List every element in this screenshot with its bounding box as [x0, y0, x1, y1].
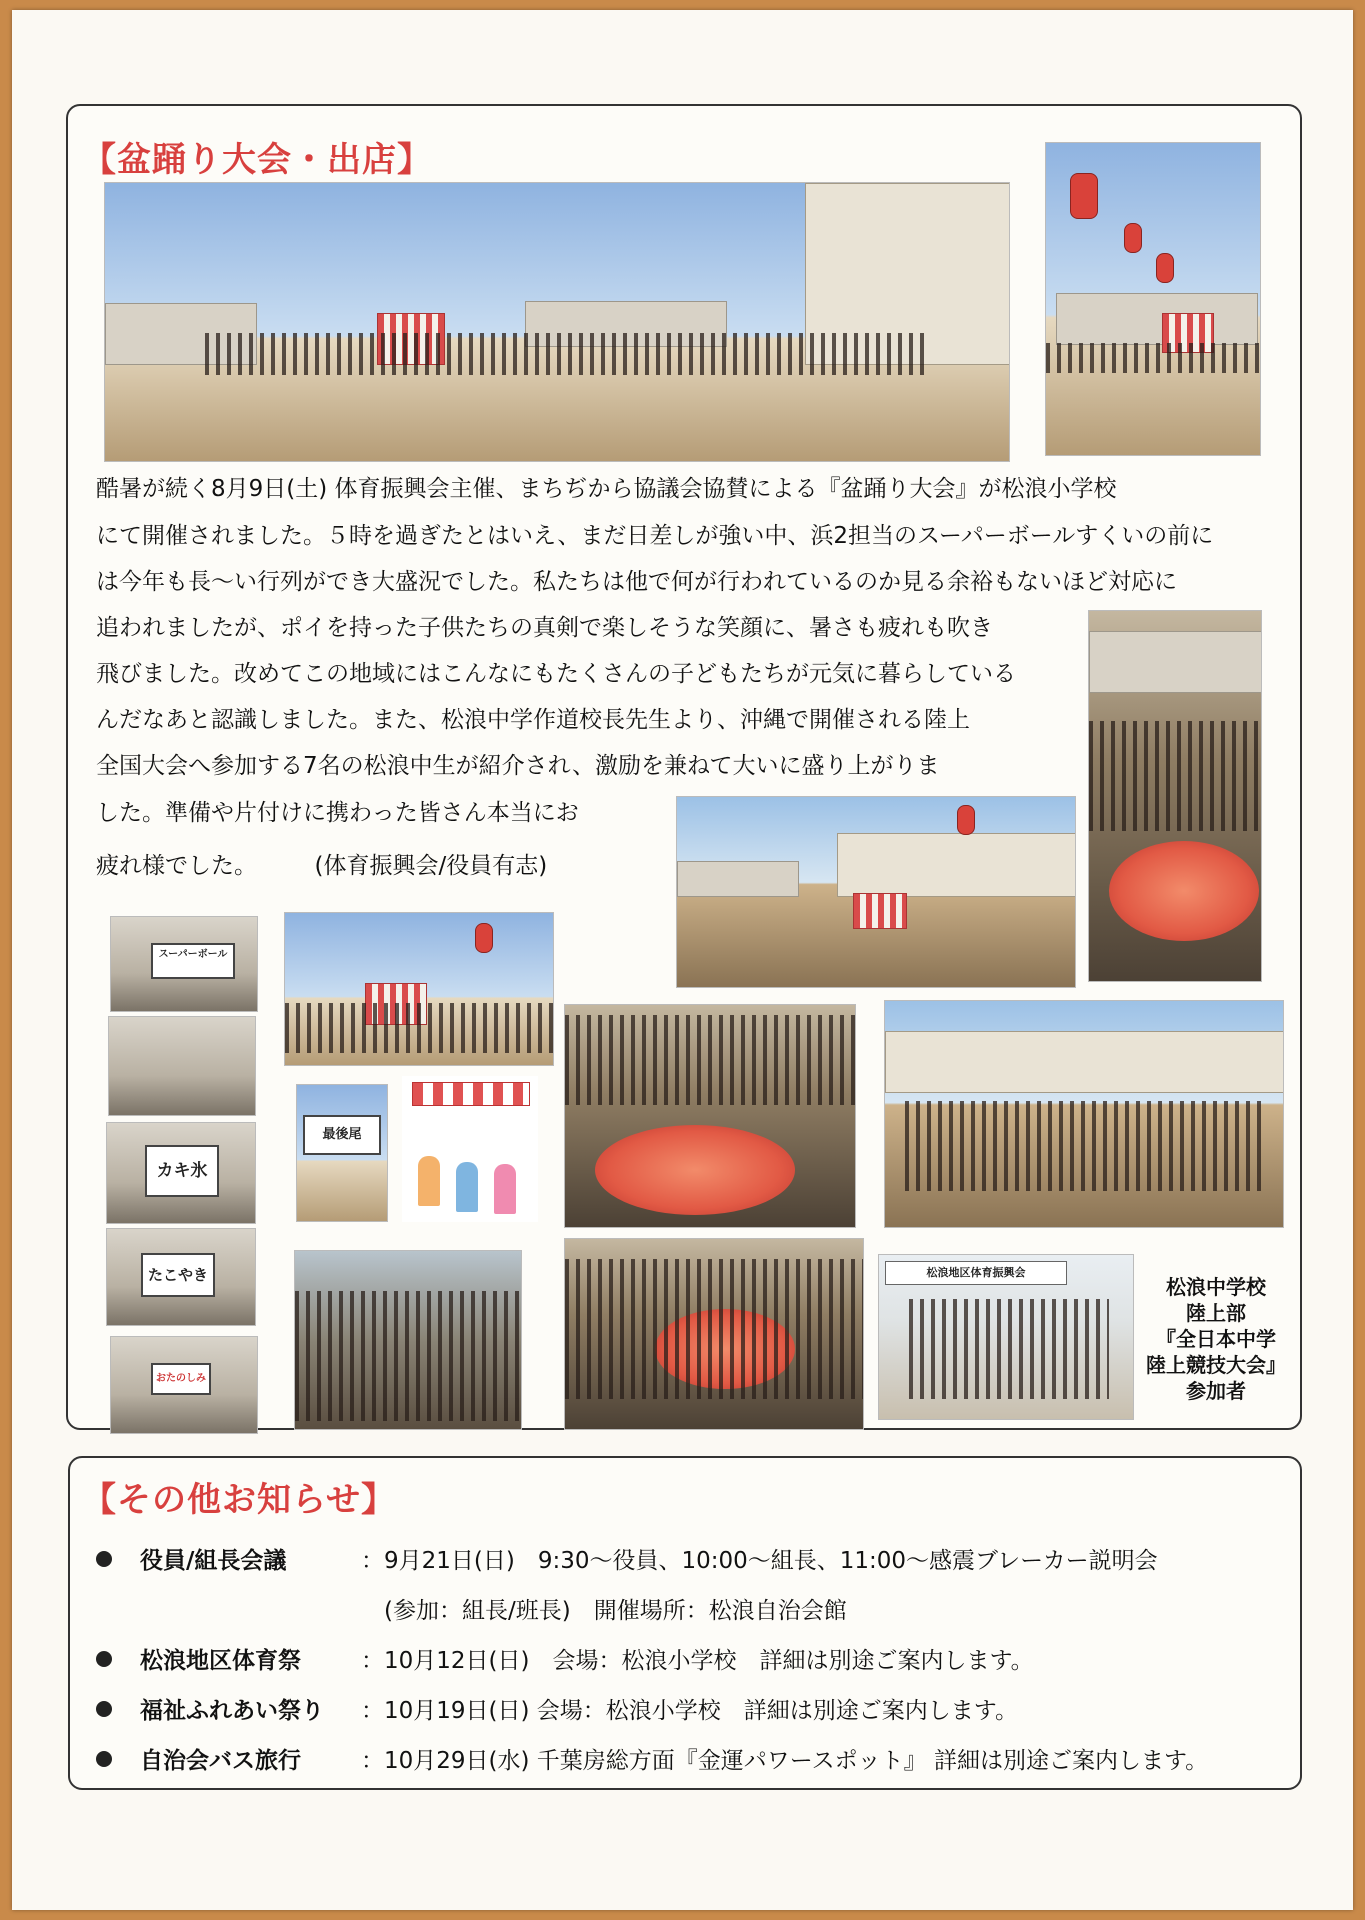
paragraph-line: にて開催されました。５時を過ぎたとはいえ、まだ日差しが強い中、浜2担当のスーパーボールすくいの前に: [96, 523, 1214, 549]
paragraph-line: 酷暑が続く8月9日(土) 体育振興会主催、まちぢから協議会協賛による『盆踊り大会』が松浪小学校: [96, 476, 1117, 502]
photo-crowd-schoolyard: [884, 1000, 1284, 1228]
sign-queue-end: 最後尾: [303, 1115, 381, 1155]
notice-label: 自治会バス旅行: [140, 1748, 301, 1774]
photo-yagura-dance: [284, 912, 554, 1066]
photo-stall-otanoshimi: [110, 1336, 258, 1434]
sign-otanoshimi: おたのしみ: [151, 1363, 211, 1395]
notice-detail: (参加：組長/班長) 開催場所：松浪自治会館: [384, 1598, 847, 1624]
sign-superball: スーパーボール: [151, 943, 235, 979]
paragraph-line: した。準備や片付けに携わった皆さん本当にお: [96, 800, 579, 826]
paragraph-line: 疲れ様でした。 (体育振興会/役員有志): [96, 853, 548, 879]
photo-track-team: [878, 1254, 1134, 1420]
section-heading-notices: 【その他お知らせ】: [82, 1480, 396, 1520]
photo-dusk-schoolyard: [676, 796, 1076, 988]
paragraph-line: は今年も長～い行列ができ大盛況でした。私たちは他で何が行われているのか見る余裕もないほど対応に: [96, 569, 1177, 595]
banner-sports-association: 松浪地区体育振興会: [885, 1261, 1067, 1285]
photo-stall-superball: [110, 916, 258, 1012]
photo-stall-kakigori: [106, 1122, 256, 1224]
photo-lanterns-yagura: [1045, 142, 1261, 456]
paragraph-line: 追われましたが、ポイを持った子供たちの真剣で楽しそうな笑顔に、暑さも疲れも吹き: [96, 615, 993, 641]
paragraph-line: 飛びました。改めてこの地域にはこんなにもたくさんの子どもたちが元気に暮らしている: [96, 661, 1016, 687]
notice-detail: ：10月12日(日) 会場：松浪小学校 詳細は別途ご案内します。: [361, 1648, 1034, 1674]
photo-queue-sign: [296, 1084, 388, 1222]
bullet-icon: [96, 1551, 112, 1567]
photo-panorama-schoolyard: [104, 182, 1010, 462]
sign-kakigori: カキ氷: [145, 1145, 219, 1197]
section-heading-bon-odori: 【盆踊り大会・出店】: [82, 140, 432, 180]
sign-takoyaki: たこやき: [141, 1253, 215, 1297]
notice-detail: ：10月29日(水) 千葉房総方面『金運パワースポット』 詳細は別途ご案内します。: [361, 1748, 1209, 1774]
notice-label: 松浪地区体育祭: [140, 1648, 301, 1674]
illustration-festival-booth: [402, 1076, 538, 1222]
photo-stall-2: [108, 1016, 256, 1116]
notice-label: 福祉ふれあい祭り: [140, 1698, 324, 1724]
paragraph-line: んだなあと認識しました。また、松浪中学作道校長先生より、沖縄で開催される陸上: [96, 707, 970, 733]
notice-label: 役員/組長会議: [140, 1548, 287, 1574]
notice-detail: ：9月21日(日) 9:30～役員、10:00～組長、11:00～感震ブレーカー説明会: [361, 1548, 1158, 1574]
paragraph-line: 全国大会へ参加する7名の松浪中生が紹介され、激励を兼ねて大いに盛り上がりま: [96, 753, 940, 779]
photo-superball-booth: [1088, 610, 1262, 982]
photo-superball-pool: [564, 1004, 856, 1228]
photo-speaker-stage: [294, 1250, 522, 1430]
newsletter-page: [12, 10, 1353, 1910]
photo-stall-takoyaki: [106, 1228, 256, 1326]
track-team-caption: 松浪中学校 陸上部 『全日本中学 陸上競技大会』 参加者: [1146, 1275, 1286, 1403]
bullet-icon: [96, 1651, 112, 1667]
photo-children-pool: [564, 1238, 864, 1430]
bullet-icon: [96, 1701, 112, 1717]
bullet-icon: [96, 1751, 112, 1767]
notice-detail: ：10月19日(日) 会場：松浪小学校 詳細は別途ご案内します。: [361, 1698, 1018, 1724]
